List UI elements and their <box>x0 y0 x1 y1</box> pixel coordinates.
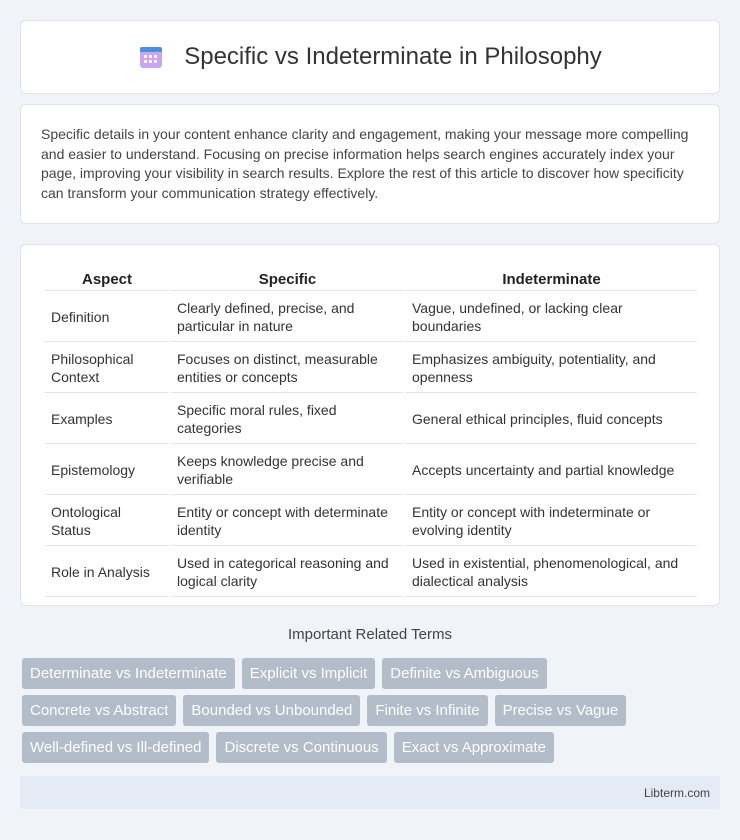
related-term-link[interactable]: Concrete vs Abstract <box>22 695 176 726</box>
table-cell: Epistemology <box>45 446 169 495</box>
header-card <box>20 20 720 94</box>
table-row <box>45 395 697 444</box>
calendar-icon <box>138 44 164 70</box>
table-row <box>45 293 697 342</box>
table-cell: Philosophical Context <box>45 344 169 393</box>
related-term-link[interactable]: Exact vs Approximate <box>394 732 554 763</box>
page-title: Specific vs Indeterminate in Philosophy <box>184 43 602 70</box>
table-cell: Ontological Status <box>45 497 169 546</box>
related-term-link[interactable]: Definite vs Ambiguous <box>382 658 546 689</box>
table-row <box>45 344 697 393</box>
table-cell: Entity or concept with determinate identity <box>171 497 404 546</box>
table-cell: Clearly defined, precise, and particular in nature <box>171 293 404 342</box>
intro-text: Specific details in your content enhance clarity and engagement, making your message more compelling and easier to understand. Focusing on precise information helps search engines accurately index your page, improving your visibility in search results. Explore the rest of this article to discover how specificity can transform your communication strategy effectively. <box>41 126 689 201</box>
table-cell: Entity or concept with indeterminate or evolving identity <box>406 497 697 546</box>
related-term-link[interactable]: Discrete vs Continuous <box>216 732 386 763</box>
footer-site-link[interactable]: Libterm.com <box>643 786 710 800</box>
table-cell: Specific moral rules, fixed categories <box>171 395 404 444</box>
table-cell: Emphasizes ambiguity, potentiality, and openness <box>406 344 697 393</box>
comparison-table <box>43 265 699 599</box>
table-cell: Accepts uncertainty and partial knowledge <box>406 446 697 495</box>
column-header: Indeterminate <box>406 267 697 291</box>
table-cell: General ethical principles, fluid concepts <box>406 395 697 444</box>
related-term-link[interactable]: Determinate vs Indeterminate <box>22 658 235 689</box>
table-cell: Definition <box>45 293 169 342</box>
intro-card <box>20 104 720 224</box>
column-header: Aspect <box>45 267 169 291</box>
table-row <box>45 446 697 495</box>
related-term-link[interactable]: Bounded vs Unbounded <box>183 695 360 726</box>
related-terms-row <box>22 695 722 726</box>
related-terms-row <box>22 658 722 689</box>
table-cell: Focuses on distinct, measurable entities or concepts <box>171 344 404 393</box>
table-row <box>45 497 697 546</box>
related-term-link[interactable]: Explicit vs Implicit <box>242 658 376 689</box>
table-cell: Examples <box>45 395 169 444</box>
table-cell: Role in Analysis <box>45 548 169 597</box>
table-cell: Keeps knowledge precise and verifiable <box>171 446 404 495</box>
related-term-link[interactable]: Well-defined vs Ill-defined <box>22 732 209 763</box>
table-cell: Vague, undefined, or lacking clear boundaries <box>406 293 697 342</box>
column-header: Specific <box>171 267 404 291</box>
comparison-table-card <box>20 244 720 606</box>
table-row <box>45 548 697 597</box>
table-cell: Used in existential, phenomenological, and dialectical analysis <box>406 548 697 597</box>
footer <box>20 776 720 809</box>
table-cell: Used in categorical reasoning and logical clarity <box>171 548 404 597</box>
related-term-link[interactable]: Precise vs Vague <box>495 695 627 726</box>
related-terms-row <box>22 732 722 763</box>
related-term-link[interactable]: Finite vs Infinite <box>367 695 487 726</box>
related-terms-heading: Important Related Terms <box>288 626 452 643</box>
